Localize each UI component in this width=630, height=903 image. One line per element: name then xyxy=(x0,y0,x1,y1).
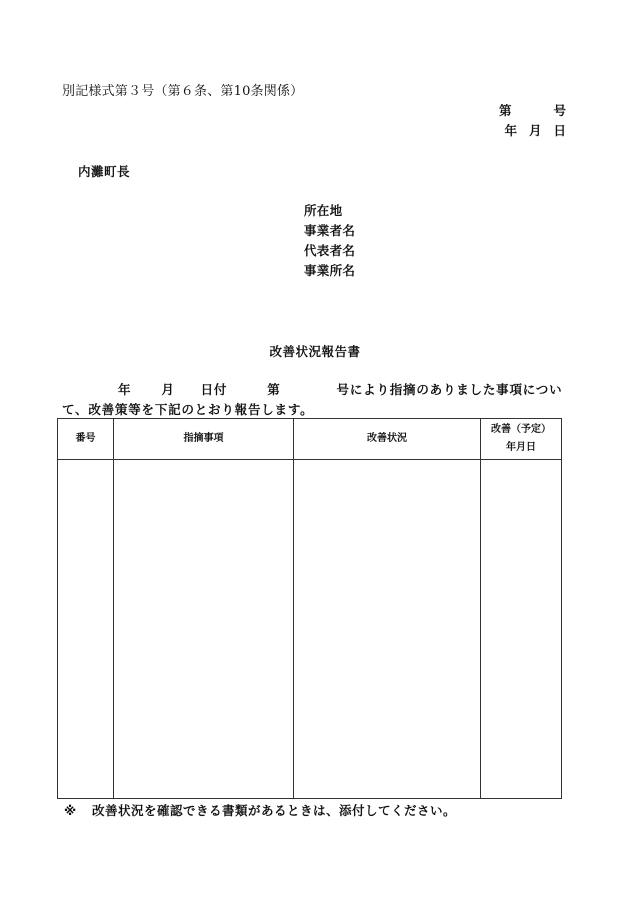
doc-number-suffix: 号 xyxy=(553,103,566,118)
intro-line-2: て、改善策等を下記のとおり報告します。 xyxy=(62,402,314,417)
footnote xyxy=(64,801,456,819)
date-day: 日 xyxy=(553,123,566,138)
sender-business-name-label: 事業者名 xyxy=(304,223,356,238)
header-date-line2: 年月日 xyxy=(506,442,536,453)
sender-office-name-label: 事業所名 xyxy=(304,263,356,278)
date-month: 月 xyxy=(528,123,542,138)
sender-address-label: 所在地 xyxy=(304,203,343,218)
note-mark: ※ xyxy=(64,803,77,818)
intro-month: 月 xyxy=(161,382,175,397)
cell-item[interactable] xyxy=(114,460,294,799)
intro-date-suffix: 日付 xyxy=(200,382,228,397)
report-table xyxy=(57,418,562,799)
sender-block xyxy=(304,201,355,281)
sender-representative-label: 代表者名 xyxy=(304,243,356,258)
header-status: 改善状況 xyxy=(294,419,481,460)
header-number: 番号 xyxy=(58,419,114,460)
intro-number-prefix: 第 xyxy=(267,382,281,397)
document-number-line xyxy=(499,101,566,119)
addressee: 内灘町長 xyxy=(78,164,131,179)
date-year: 年 xyxy=(504,123,517,138)
doc-number-prefix: 第 xyxy=(498,103,512,118)
header-date xyxy=(481,419,562,460)
document-title: 改善状況報告書 xyxy=(269,344,361,359)
document-date-line xyxy=(504,121,566,139)
intro-paragraph xyxy=(62,380,562,420)
intro-year: 年 xyxy=(118,382,132,397)
table-row xyxy=(58,460,562,799)
header-date-line1: 改善（予定） xyxy=(491,424,551,435)
cell-date[interactable] xyxy=(481,460,562,799)
intro-line1-end: 号により指摘のありました事項につい xyxy=(336,382,563,397)
intro-line-1 xyxy=(62,380,562,400)
cell-number[interactable] xyxy=(58,460,114,799)
header-item: 指摘事項 xyxy=(114,419,294,460)
form-number: 別記様式第３号（第６条、第10条関係） xyxy=(62,84,304,99)
cell-status[interactable] xyxy=(294,460,481,799)
table-header-row xyxy=(58,419,562,460)
note-text: 改善状況を確認できる書類があるときは、添付してください。 xyxy=(92,803,457,818)
